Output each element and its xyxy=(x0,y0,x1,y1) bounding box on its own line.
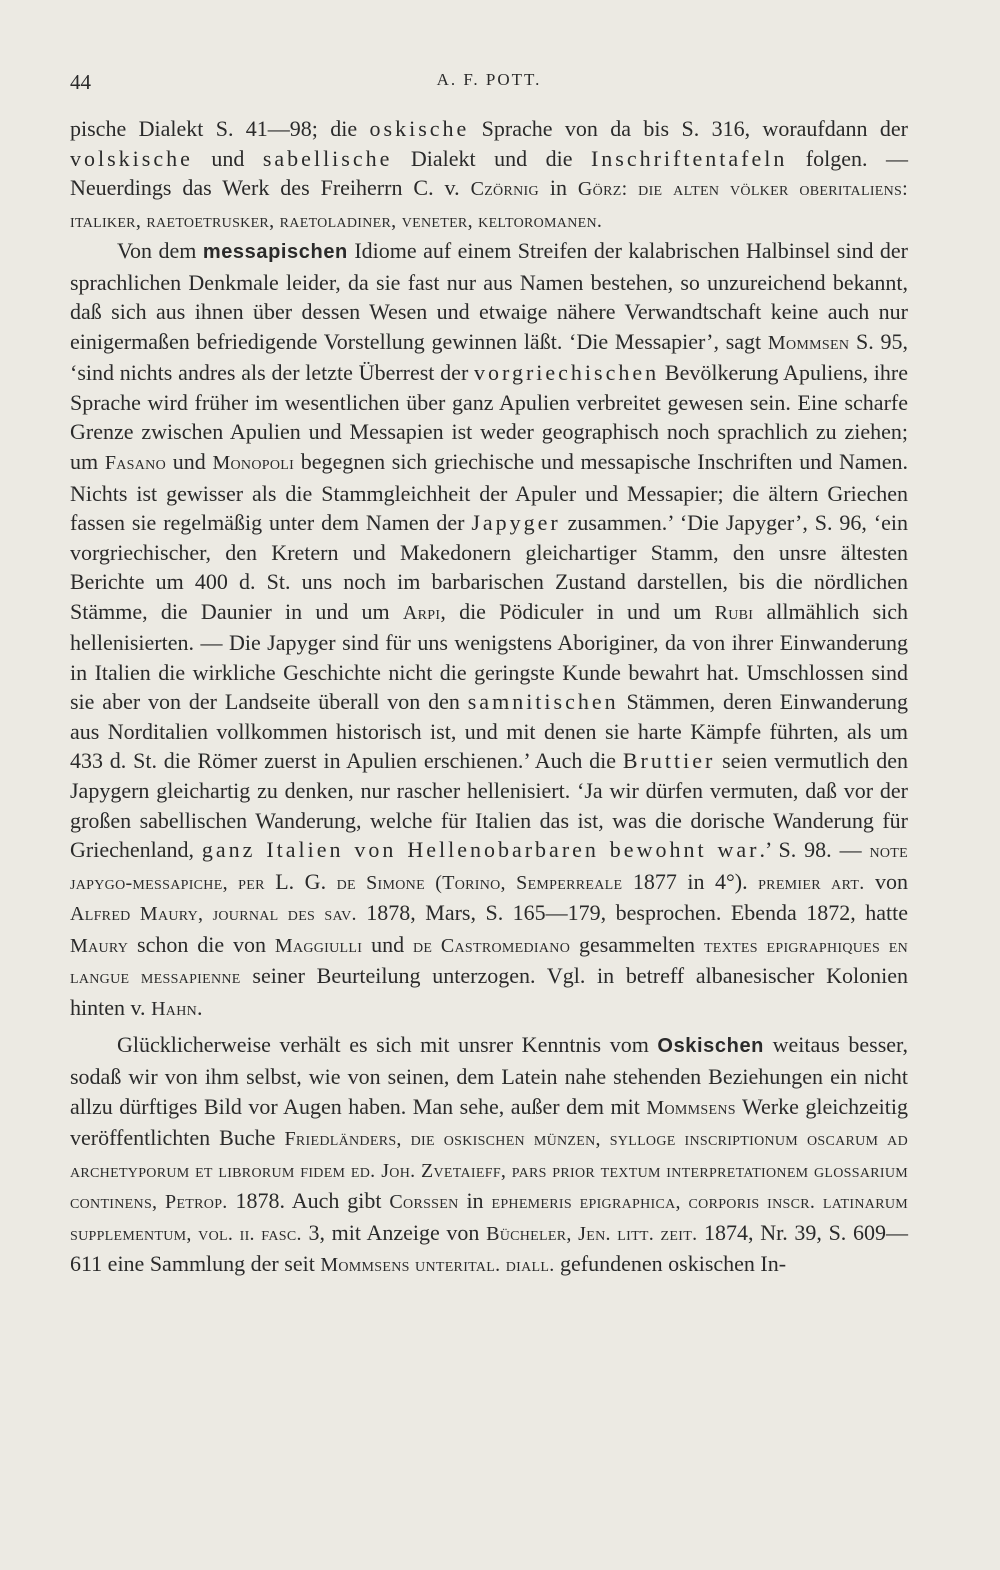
spaced-run: Japyger xyxy=(471,510,561,536)
small-caps-run: Joh. Zvetaieff, pars prior textum interpretationem glossarium continens, Petrop. xyxy=(70,1159,909,1214)
small-caps-run: de Castromediano xyxy=(412,934,571,957)
spaced-run: Bruttier xyxy=(622,748,716,774)
text-run: 1874, Nr. 39, S. 609—611 eine Sammlung der seit xyxy=(70,1219,908,1277)
small-caps-run: Mommsens xyxy=(646,1096,736,1119)
text-run: Dialekt und die xyxy=(392,145,591,171)
spaced-run: oskische xyxy=(369,116,470,141)
spaced-run: volskische xyxy=(70,145,193,171)
text-run: Glücklicherweise verhält es sich mit unsrer Kenntnis vom xyxy=(117,1032,658,1058)
text-run: Stämmen, deren Einwanderung aus Norditalien vollkommen historisch ist, und mit denen sie harte Kämpfe führten, als um 433 d. St. die Römer zuerst in Apulien erschienen.’ Auch die xyxy=(70,689,908,774)
spaced-run: sabellische xyxy=(262,145,393,171)
text-run: schon die von xyxy=(128,931,275,957)
text-run: 1878. Auch gibt xyxy=(227,1188,390,1214)
small-caps-run: Corssen xyxy=(389,1191,459,1214)
bold-term: Oskischen xyxy=(657,1035,764,1058)
running-head: A. F. POTT. xyxy=(436,70,542,89)
text-run: 1877 in 4°). xyxy=(622,868,759,894)
text-run: seiner Beurteilung unterzogen. Vgl. in betreff albanesischer Kolonien hinten v. xyxy=(70,963,908,1020)
paragraph-3 xyxy=(70,1030,908,1280)
small-caps-run: Bücheler, Jen. litt. zeit. xyxy=(486,1222,698,1245)
page-number: 44 xyxy=(70,70,91,94)
small-caps-run: Maggiulli xyxy=(274,934,363,957)
small-caps-run: Czörnig xyxy=(470,178,539,201)
small-caps-run: note japygo-messapiche, per xyxy=(70,840,909,894)
small-caps-run: Hahn xyxy=(151,997,198,1020)
text-run: Sprache von da bis S. 316, woraufdann der xyxy=(469,116,908,141)
text-run: . xyxy=(197,994,203,1020)
small-caps-run: Friedländers, die oskischen münzen, sylloge inscriptionum oscarum ad archetyporum et librorum fidem ed. xyxy=(70,1128,908,1182)
small-caps-run: textes epigraphiques en langue messapienne xyxy=(70,934,909,989)
text-run: 1878, Mars, S. 165—179, besprochen. Ebenda 1872, hatte xyxy=(356,900,908,926)
paragraph-1 xyxy=(70,114,908,236)
small-caps-run: Rubi xyxy=(714,601,754,624)
page-header xyxy=(70,70,908,98)
paragraph-2 xyxy=(70,236,908,1024)
small-caps-run: Maury xyxy=(70,934,129,957)
text-run: zusammen.’ ‘Die Japyger’, S. 96, ‘ein vorgriechischer, den Kretern und Makedonern gleichartiger Stamm, den unsre ältesten Berichte um 400 d. St. uns noch im barbarischen Zustand darstellen, bis die nördlichen Stämme, die Daunier in und um xyxy=(70,510,908,624)
small-caps-run: ephemeris epigraphica, corporis inscr. latinarum supplementum, vol. ii. fasc. xyxy=(70,1191,908,1245)
text-run: Bevölkerung Apuliens, ihre Sprache wird früher im wesentlichen über ganz Apulien verbreitet gewesen sein. Eine scharfe Grenze zwischen Apulien und Messapien ist weder geographisch noch sprachlich zu ziehen; um xyxy=(70,360,908,475)
text-run: Idiome auf einem Streifen der kalabrischen Halbinsel sind der sprachlichen Denkmale leider, da sie fast nur aus Namen bestehen, so unzureichend bekannt, daß sich aus ihnen über dessen Wesen und etwaige nähere Verwandtschaft keine auch nur einigermaßen befriedigende Vorstellung gewinnen läßt. ‘Die Messapier’, sagt xyxy=(70,238,908,354)
text-run: und xyxy=(192,145,263,171)
text-run: weitaus besser, sodaß wir von ihm selbst, wie von seinen, dem Latein nahe stehenden Beziehungen ein nicht allzu dürftiges Bild vor Augen haben. Man sehe, außer dem mit xyxy=(70,1032,908,1119)
small-caps-run: premier art. xyxy=(758,871,865,894)
small-caps-run: de Simone (Torino, Semperreale xyxy=(336,871,623,894)
text-run: L. G. xyxy=(264,868,337,894)
text-run: .’ S. 98. — xyxy=(759,837,870,863)
text-run: gesammelten xyxy=(570,931,704,957)
small-caps-run: Fasano xyxy=(104,452,166,475)
text-run: , die Pödiculer in und um xyxy=(440,598,715,624)
text-run: folgen. — Neuerdings das Werk des Freiherrn C. v. xyxy=(70,145,908,201)
spaced-run: samnitischen xyxy=(467,689,619,715)
text-run: allmählich sich hellenisierten. — Die Japyger sind für uns wenigstens Aboriginer, da von ihrer Einwanderung in Italien die wirkliche Geschichte nicht die geringste Kunde bewahrt hat. Umschlossen sind sie aber von der Landseite überall von den xyxy=(70,598,909,715)
text-run: gefundenen oskischen In- xyxy=(554,1251,787,1277)
text-run: S. 95, ‘sind nichts andres als der letzte Überrest der xyxy=(70,328,908,386)
text-run: 3, mit Anzeige von xyxy=(301,1219,487,1245)
spaced-run: ganz Italien von Hellenobarbaren bewohnt war xyxy=(201,837,760,863)
small-caps-run: Alfred Maury, journal des sav. xyxy=(70,903,357,926)
small-caps-run: Görz: die alten völker oberitaliens: italiker, raetoetrusker, raetoladiner, veneter, keltoromanen. xyxy=(70,178,908,232)
bold-term: messapischen xyxy=(202,241,348,264)
small-caps-run: Mommsens unterital. diall. xyxy=(320,1254,555,1277)
small-caps-run: Mommsen xyxy=(767,331,850,354)
text-run: und xyxy=(166,449,213,475)
text-run: in xyxy=(538,175,578,201)
text-run: und xyxy=(362,931,413,957)
text-run: in xyxy=(458,1188,492,1214)
text-run: seien vermutlich den Japygern gleichartig zu denken, nur rascher hellenisiert. ‘Ja wir dürfen vermuten, daß vor der großen sabellischen Wanderung, welche für Italien das ist, was die dorische Wanderung für Griechenland, xyxy=(70,748,908,863)
spaced-run: Inschriftentafeln xyxy=(590,145,788,171)
text-run: begegnen sich griechische und messapische Inschriften und Namen. Nichts ist gewisser als die Stammgleichheit der Apuler und Messapier; die ältern Griechen fassen sie regelmäßig unter dem Namen der xyxy=(70,449,908,536)
text-run: Werke gleichzeitig veröffentlichten Buche xyxy=(70,1093,908,1151)
text-run: von xyxy=(864,868,909,894)
small-caps-run: Arpi xyxy=(402,601,441,624)
text-run: Von dem xyxy=(117,238,203,264)
body-text xyxy=(70,114,908,1281)
text-run: pische Dialekt S. 41—98; die xyxy=(70,116,370,141)
spaced-run: vorgriechischen xyxy=(474,360,660,386)
small-caps-run: Monopoli xyxy=(212,452,295,475)
